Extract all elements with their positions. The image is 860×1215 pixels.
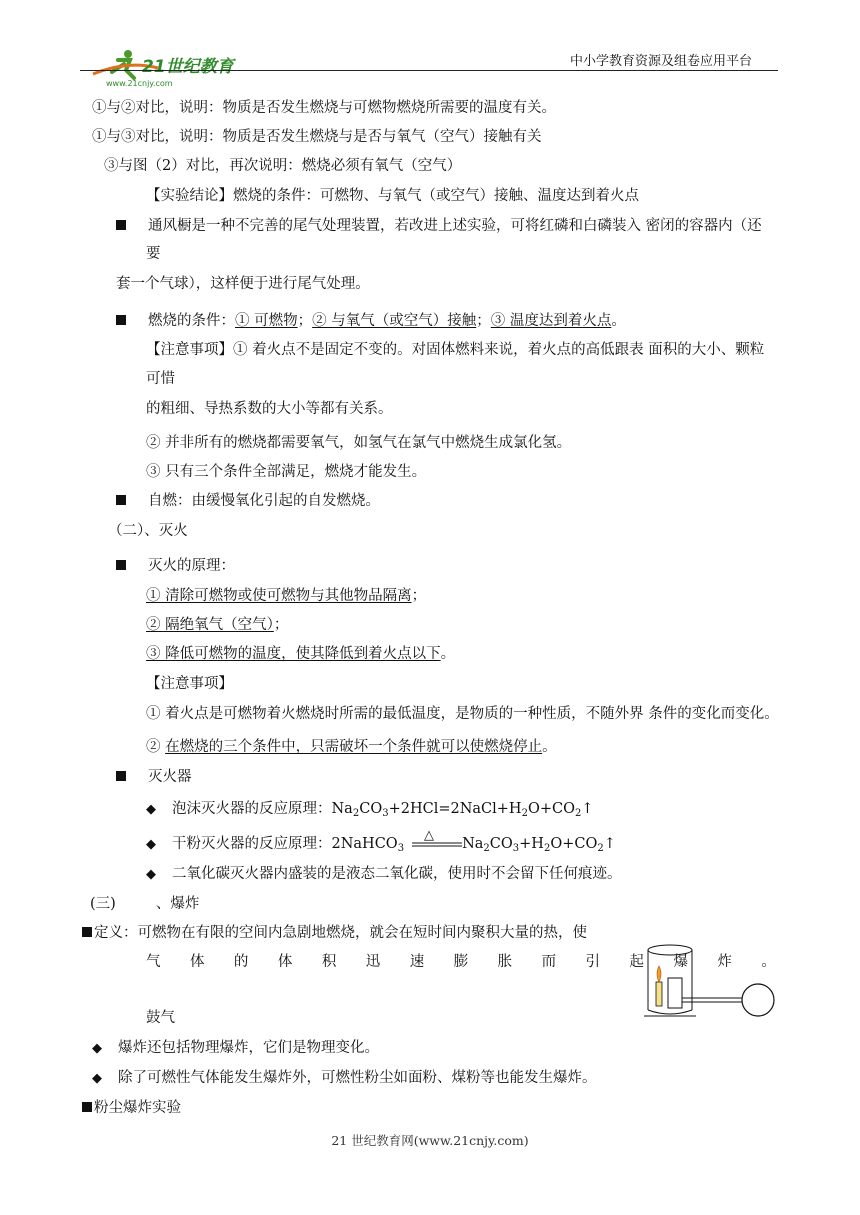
physical-explosion-line: ◆ 爆炸还包括物理爆炸，它们是物理变化。	[92, 1040, 379, 1056]
diamond-bullet-icon: ◆	[146, 802, 156, 817]
explosion-apparatus-figure	[638, 940, 778, 1022]
spread-char: 体	[277, 954, 293, 970]
line-10: ② 并非所有的燃烧都需要氧气，如氢气在氯气中燃烧生成氯化氢。	[146, 435, 572, 451]
powder-extinguisher-line: ◆ 干粉灭火器的反应原理：2NaHCO$_3$ $Na_2CO_3+H_2O+CO_2↑$	[146, 836, 616, 854]
bullet-conditions: 燃烧的条件：① 可燃物；② 与氧气（或空气）接触；③ 温度达到着火点。	[116, 311, 626, 331]
line-6: 套一个气球），这样便于进行尾气处理。	[116, 276, 370, 292]
diamond-bullet-icon: ◆	[92, 1071, 102, 1086]
dust-experiment-title: 粉尘爆炸实验	[82, 1098, 181, 1118]
svg-text:△: △	[424, 828, 434, 843]
spread-char: 起	[629, 954, 644, 970]
spread-char: 体	[189, 954, 205, 970]
square-bullet-icon	[116, 220, 126, 230]
line-2: ①与③对比，说明：物质是否发生燃烧与是否与氧气（空气）接触有关	[92, 129, 542, 145]
line-20: ② 在燃烧的三个条件中，只需破坏一个条件就可以使燃烧停止。	[146, 739, 557, 755]
square-bullet-icon	[116, 560, 126, 570]
line-1: ①与②对比，说明：物质是否发生燃烧与可燃物燃烧所需要的温度有关。	[92, 100, 556, 116]
heat-condition-symbol	[410, 828, 464, 852]
spread-char: 爆	[673, 954, 688, 970]
header-divider	[80, 70, 778, 71]
line-9: 的粗细、导热系数的大小等都有关系。	[146, 401, 393, 417]
spread-char: 膨	[453, 954, 469, 970]
bullet-extinguisher: 灭火器	[116, 767, 192, 787]
line-8b: 可惜	[146, 371, 175, 387]
spread-char: 炸	[717, 954, 732, 970]
bullet-autoignition: 自燃：由缓慢氧化引起的自发燃烧。	[116, 491, 380, 511]
spread-char: 迅	[365, 954, 381, 970]
spread-char: 而	[541, 954, 557, 970]
spread-char: 的	[233, 954, 249, 970]
line-18: 【注意事项】	[146, 676, 233, 692]
logo-url: www.21cnjy.com	[106, 79, 173, 88]
bullet-ventilation: 通风橱是一种不完善的尾气处理装置，若改进上述实验，可将红磷和白磷装入 密闭的容器内（还	[116, 216, 762, 236]
line-15: ① 清除可燃物或使可燃物与其他物品隔离；	[146, 588, 427, 604]
foam-extinguisher-line: ◆ 泡沫灭火器的反应原理：$Na_2CO_3+2HCl=2NaCl+H_2O+CO_2↑$	[146, 801, 594, 819]
line-11: ③ 只有三个条件全部满足，燃烧才能发生。	[146, 464, 427, 480]
square-bullet-icon	[82, 927, 92, 937]
square-bullet-icon	[116, 771, 126, 781]
spread-char: 积	[321, 954, 337, 970]
line-17: ③ 降低可燃物的温度，使其降低到着火点以下。	[146, 646, 456, 662]
logo	[88, 46, 258, 88]
square-bullet-icon	[82, 1102, 92, 1112]
line-5b: 要	[146, 246, 161, 262]
line-16: ② 隔绝氧气（空气）；	[146, 617, 289, 633]
spread-char: 引	[585, 954, 601, 970]
definition-line: 定义：可燃物在有限的空间内急剧地燃烧，就会在短时间内聚积大量的热，使	[82, 923, 587, 943]
platform-name: 中小学教育资源及组卷应用平台	[570, 54, 753, 69]
bullet-principle: 灭火的原理：	[116, 556, 235, 576]
section-3-title: (三) 、爆炸	[90, 896, 200, 912]
line-19: ① 着火点是可燃物着火燃烧时所需的最低温度，是物质的一种性质，不随外界 条件的变化而变化。	[146, 706, 779, 722]
page-footer: 21 世纪教育网(www.21cnjy.com)	[331, 1133, 529, 1148]
diamond-bullet-icon: ◆	[146, 867, 156, 882]
co2-extinguisher-line: ◆ 二氧化碳灭火器内盛装的是液态二氧化碳，使用时不会留下任何痕迹。	[146, 866, 622, 882]
spread-char: 胀	[497, 954, 513, 970]
section-2-title: （二）、灭火	[108, 523, 188, 539]
line-3: ③与图（2）对比，再次说明：燃烧必须有氧气（空气）	[104, 158, 462, 174]
square-bullet-icon	[116, 495, 126, 505]
spread-char: 。	[761, 954, 776, 970]
spread-char: 速	[409, 954, 425, 970]
square-bullet-icon	[116, 315, 126, 325]
line-4: 【实验结论】燃烧的条件：可燃物、与氧气（或空气）接触、温度达到着火点	[146, 188, 639, 204]
dust-explosion-line: ◆ 除了可燃性气体能发生爆炸外，可燃性粉尘如面粉、煤粉等也能发生爆炸。	[92, 1070, 597, 1086]
logo-text: 21世纪教育	[142, 57, 234, 77]
line-8: 【注意事项】① 着火点不是固定不变的。对固体燃料来说，着火点的高低跟表 面积的大小、颗粒	[146, 342, 765, 358]
diamond-bullet-icon: ◆	[92, 1041, 102, 1056]
diamond-bullet-icon: ◆	[146, 837, 156, 852]
spread-char: 气	[146, 954, 161, 970]
line-28: 鼓气	[146, 1010, 175, 1026]
